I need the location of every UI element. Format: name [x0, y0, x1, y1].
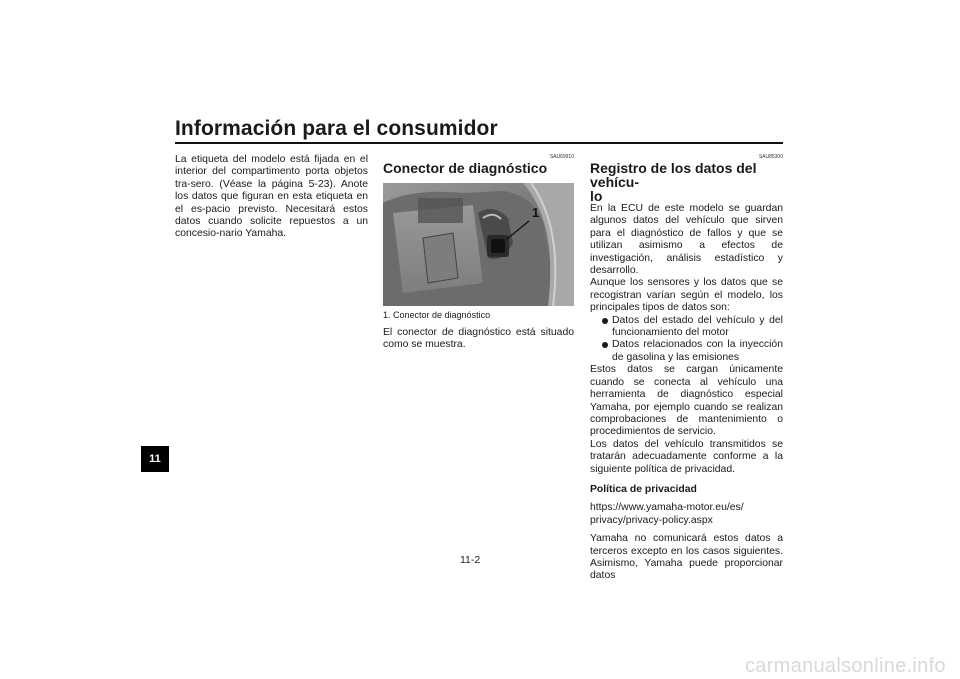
section-heading-vehicle-data	[590, 161, 783, 203]
watermark: carmanualsonline.info	[745, 655, 946, 677]
model-label-paragraph: La etiqueta del modelo está fijada en el interior del compartimento porta objetos tra-sero. (Véase la página 5-23). Anote los datos que figuran en esta etiqueta en el es-pacio previsto. Necesitará estos datos cuando solicite repuestos a un concesio-nario Yamaha.	[175, 154, 368, 240]
privacy-url-line-2[interactable]: privacy/privacy-policy.aspx	[590, 514, 713, 526]
paragraph-third-parties: Yamaha no comunicará estos datos a terceros excepto en los casos siguientes. Asimismo, Yamaha puede proporcionar datos	[590, 533, 783, 582]
photo-caption: 1. Conector de diagnóstico	[383, 310, 491, 320]
data-types-list	[590, 315, 783, 365]
page-title: Información para el consumidor	[175, 117, 498, 140]
privacy-heading: Política de privacidad	[590, 483, 697, 495]
section-code: SAU69910	[549, 154, 574, 160]
list-item: Datos relacionados con la inyección de gasolina y las emisiones	[600, 339, 783, 364]
privacy-url-line-1[interactable]: https://www.yamaha-motor.eu/es/	[590, 502, 744, 514]
header-rule	[175, 142, 783, 144]
heading-line-2: lo	[590, 188, 603, 204]
photo-callout-number: 1	[532, 205, 540, 220]
paragraph-upload: Estos datos se cargan únicamente cuando se conecta al vehículo una herramienta de diagnóstico especial Yamaha, por ejemplo cuando se realizan comprobaciones de mantenimiento o procedimientos de servicio.	[590, 364, 783, 438]
list-item: Datos del estado del vehículo y del funcionamiento del motor	[600, 315, 783, 340]
column-middle	[383, 154, 574, 352]
column-left	[175, 154, 368, 241]
heading-line-1: Registro de los datos del vehícu-	[590, 160, 757, 190]
diagnostic-paragraph: El conector de diagnóstico está situado como se muestra.	[383, 327, 574, 351]
column-right	[590, 154, 783, 583]
section-code: SAU85300	[758, 154, 783, 160]
page-number: 11-2	[460, 554, 481, 566]
paragraph-sensors: Aunque los sensores y los datos que se recogistran varían según el modelo, los principales tipos de datos son:	[590, 277, 783, 314]
section-heading-diagnostic: Conector de diagnóstico	[383, 160, 548, 176]
diagnostic-connector-photo	[383, 183, 574, 306]
paragraph-privacy-treatment: Los datos del vehículo transmitidos se tratarán adecuadamente conforme a la siguiente política de privacidad.	[590, 438, 783, 475]
chapter-tab: 11	[141, 446, 169, 472]
paragraph-ecu: En la ECU de este modelo se guardan algunos datos del vehículo que sirven para el diagnóstico de fallos y que se utilizan asimismo a efectos de investigación, análisis estadístico y desarrollo.	[590, 203, 783, 277]
privacy-url[interactable]	[590, 502, 783, 527]
